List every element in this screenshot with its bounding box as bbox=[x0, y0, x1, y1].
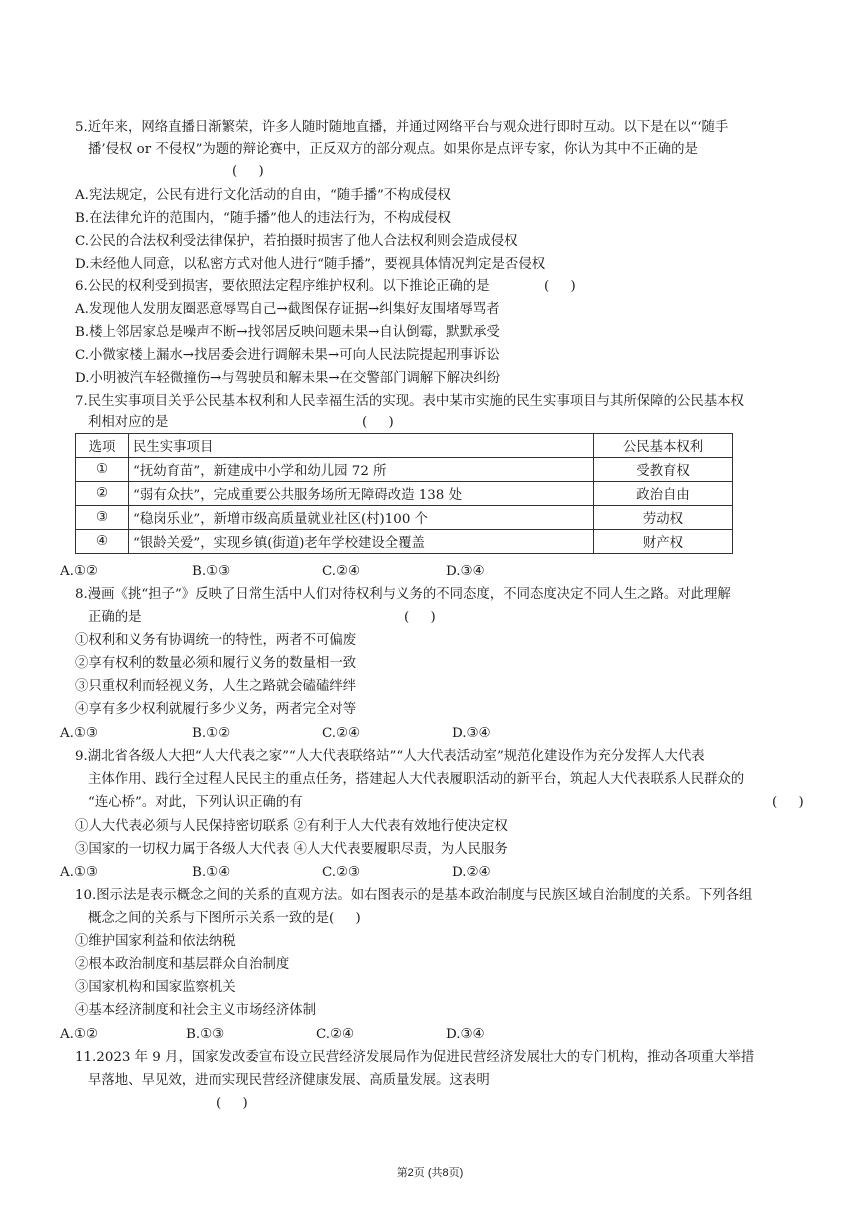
q8-stem-line1: 8.漫画《挑“担子”》反映了日常生活中人们对待权利与义务的不同态度，不同态度决定不同人生之路。对此理解 bbox=[75, 587, 731, 602]
q10-stem-line1: 10.图示法是表示概念之间的关系的直观方法。如右图表示的是基本政治制度与民族区域自治制度的关系。下列各组 bbox=[75, 888, 753, 903]
table-cell-right: 财产权 bbox=[594, 530, 733, 554]
table-cell-project: “稳岗乐业”，新增市级高质量就业社区(村)100 个 bbox=[129, 506, 594, 530]
q10-option-c: C.②④ bbox=[316, 1027, 355, 1042]
q7-option-c: C.②④ bbox=[322, 564, 361, 579]
table-header-option: 选项 bbox=[76, 434, 129, 458]
table-cell-option: ③ bbox=[76, 506, 129, 530]
q5-option-d: D.未经他人同意，以私密方式对他人进行“随手播”，要视具体情况判定是否侵权 bbox=[75, 257, 546, 272]
q8-answer-blank: ( ) bbox=[404, 610, 436, 625]
q7-option-a: A.①② bbox=[60, 564, 98, 579]
q10-statement-3: ③国家机构和国家监察机关 bbox=[75, 980, 236, 995]
table-cell-right: 政治自由 bbox=[594, 482, 733, 506]
q8-statement-1: ①权利和义务有协调统一的特性，两者不可偏废 bbox=[75, 633, 357, 648]
q10-option-a: A.①② bbox=[60, 1027, 98, 1042]
table-header-right: 公民基本权利 bbox=[594, 434, 733, 458]
table-cell-project: “银龄关爱”，实现乡镇(街道)老年学校建设全覆盖 bbox=[129, 530, 594, 554]
table-row bbox=[76, 506, 733, 530]
q11-answer-blank: ( ) bbox=[216, 1096, 248, 1111]
q10-stem-line2: 概念之间的关系与下图所示关系一致的是( ) bbox=[88, 911, 361, 926]
table-cell-right: 受教育权 bbox=[594, 458, 733, 482]
q9-option-a: A.①③ bbox=[60, 865, 98, 880]
q5-option-c: C.公民的合法权利受法律保护，若拍摄时损害了他人合法权利则会造成侵权 bbox=[75, 234, 518, 249]
q7-table bbox=[75, 433, 733, 554]
q10-option-d: D.③④ bbox=[446, 1027, 485, 1042]
table-row bbox=[76, 458, 733, 482]
q11-stem-line1: 11.2023 年 9 月，国家发改委宣布设立民营经济发展局作为促进民营经济发展壮大的专门机构，推动各项重大举措 bbox=[75, 1050, 755, 1065]
q9-option-c: C.②③ bbox=[322, 865, 361, 880]
q5-stem-line2: 播’侵权 or 不侵权”为题的辩论赛中，正反双方的部分观点。如果你是点评专家，你认为其中不正确的是 bbox=[88, 142, 698, 157]
q9-stem-line2: 主体作用、践行全过程人民民主的重点任务，搭建起人大代表履职活动的新平台，筑起人大代表联系人民群众的 bbox=[88, 772, 745, 787]
q8-option-d: D.③④ bbox=[452, 726, 491, 741]
q9-statements-3-4: ③国家的一切权力属于各级人大代表 ④人大代表要履职尽责，为人民服务 bbox=[75, 842, 508, 857]
table-row bbox=[76, 482, 733, 506]
q10-statement-1: ①维护国家利益和依法纳税 bbox=[75, 934, 236, 949]
q8-statement-4: ④享有多少权利就履行多少义务，两者完全对等 bbox=[75, 702, 357, 717]
q8-statement-2: ②享有权利的数量必须和履行义务的数量相一致 bbox=[75, 656, 357, 671]
table-cell-right: 劳动权 bbox=[594, 506, 733, 530]
table-cell-project: “弱有众扶”，完成重要公共服务场所无障碍改造 138 处 bbox=[129, 482, 594, 506]
table-cell-project: “抚幼育苗”，新建成中小学和幼儿园 72 所 bbox=[129, 458, 594, 482]
q7-answer-blank: ( ) bbox=[362, 415, 394, 430]
q8-stem-line2: 正确的是 bbox=[88, 610, 142, 625]
q11-stem-line2: 早落地、早见效，进而实现民营经济健康发展、高质量发展。这表明 bbox=[88, 1073, 490, 1088]
table-cell-option: ① bbox=[76, 458, 129, 482]
q6-option-a: A.发现他人发朋友圈恶意辱骂自己→截图保存证据→纠集好友围堵辱骂者 bbox=[75, 302, 500, 317]
page-footer: 第2页 (共8页) bbox=[396, 1167, 464, 1179]
q5-answer-blank: ( ) bbox=[232, 164, 264, 179]
table-row bbox=[76, 530, 733, 554]
q8-option-a: A.①③ bbox=[60, 726, 98, 741]
q6-option-d: D.小明被汽车轻微撞伤→与驾驶员和解未果→在交警部门调解下解决纠纷 bbox=[75, 371, 501, 386]
table-cell-option: ④ bbox=[76, 530, 129, 554]
q8-statement-3: ③只重权利而轻视义务，人生之路就会磕磕绊绊 bbox=[75, 679, 357, 694]
q7-option-b: B.①③ bbox=[192, 564, 231, 579]
q9-stem-line1: 9.湖北省各级人大把“人大代表之家”“人大代表联络站”“人大代表活动室”规范化建设作为充分发挥人大代表 bbox=[75, 749, 705, 764]
q10-statement-4: ④基本经济制度和社会主义市场经济体制 bbox=[75, 1003, 317, 1018]
q9-answer-blank: ( ) bbox=[772, 795, 804, 810]
q9-stem-line3: “连心桥”。对此，下列认识正确的有 bbox=[88, 795, 303, 810]
q7-option-d: D.③④ bbox=[446, 564, 485, 579]
q6-answer-blank: ( ) bbox=[544, 279, 576, 294]
q5-stem-line1: 5.近年来，网络直播日渐繁荣，许多人随时随地直播，并通过网络平台与观众进行即时互动。以下是在以“‘随手 bbox=[75, 120, 729, 135]
q6-option-c: C.小微家楼上漏水→找居委会进行调解未果→可向人民法院提起刑事诉讼 bbox=[75, 348, 500, 363]
table-header-project: 民生实事项目 bbox=[129, 434, 594, 458]
table-header-row bbox=[76, 434, 733, 458]
table-cell-option: ② bbox=[76, 482, 129, 506]
q7-stem-line2: 利相对应的是 bbox=[88, 415, 169, 430]
q8-option-c: C.②④ bbox=[322, 726, 361, 741]
q7-stem-line1: 7.民生实事项目关乎公民基本权利和人民幸福生活的实现。表中某市实施的民生实事项目与其所保障的公民基本权 bbox=[75, 394, 744, 409]
q8-option-b: B.①② bbox=[192, 726, 231, 741]
q5-option-a: A.宪法规定，公民有进行文化活动的自由，“随手播”不构成侵权 bbox=[75, 188, 451, 203]
q6-stem: 6.公民的权利受到损害，要依照法定程序维护权利。以下推论正确的是 bbox=[75, 279, 490, 294]
q5-option-b: B.在法律允许的范围内，“随手播”他人的违法行为，不构成侵权 bbox=[75, 211, 451, 226]
q9-option-d: D.②④ bbox=[452, 865, 491, 880]
q10-option-b: B.①③ bbox=[186, 1027, 225, 1042]
q10-statement-2: ②根本政治制度和基层群众自治制度 bbox=[75, 957, 290, 972]
q9-option-b: B.①④ bbox=[192, 865, 231, 880]
q6-option-b: B.楼上邻居家总是噪声不断→找邻居反映问题未果→自认倒霉，默默承受 bbox=[75, 325, 500, 340]
q9-statements-1-2: ①人大代表必须与人民保持密切联系 ②有利于人大代表有效地行使决定权 bbox=[75, 819, 508, 834]
